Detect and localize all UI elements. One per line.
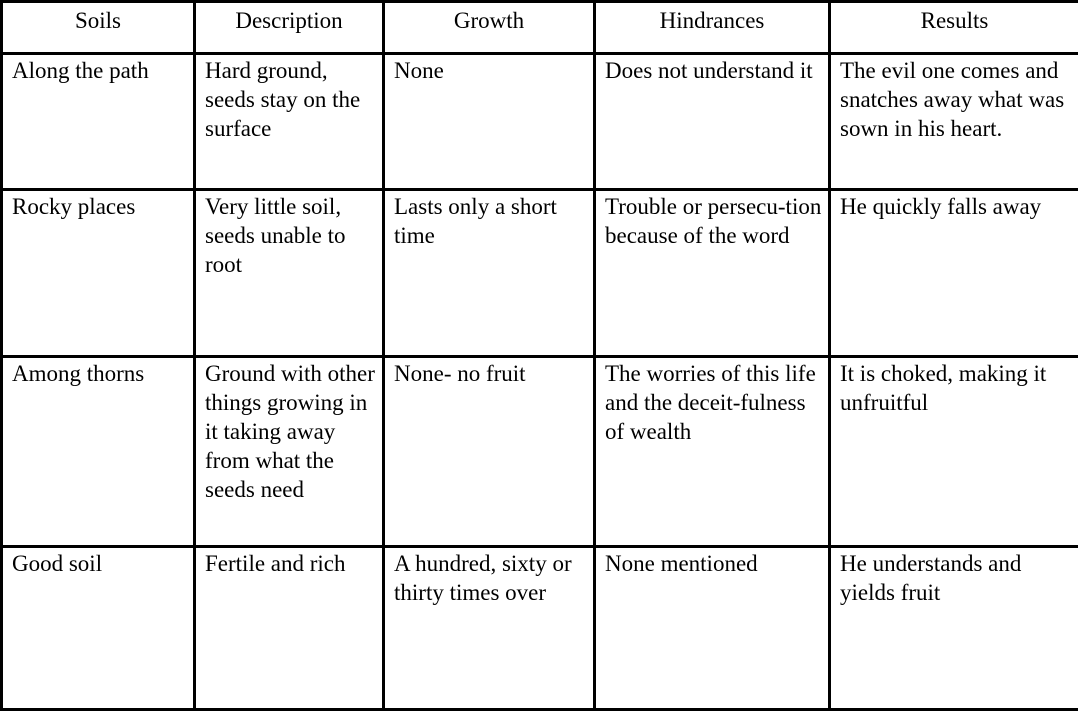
cell-text: The evil one comes and snatches away what was sown in his heart. — [840, 56, 1072, 143]
table-row — [2, 357, 1078, 547]
cell-description — [195, 54, 384, 190]
cell-text: Among thorns — [12, 359, 187, 388]
cell-text: Good soil — [12, 549, 187, 578]
cell-text: The worries of this life and the deceit-fulness of wealth — [605, 359, 822, 446]
cell-description — [195, 357, 384, 547]
cell-text: None mentioned — [605, 549, 822, 578]
cell-soil — [2, 54, 195, 190]
cell-text: Lasts only a short time — [394, 192, 587, 250]
cell-soil — [2, 357, 195, 547]
cell-growth — [384, 547, 595, 710]
table-row — [2, 547, 1078, 710]
header-hindrances: Hindrances — [595, 2, 830, 54]
cell-growth — [384, 190, 595, 357]
header-soils: Soils — [2, 2, 195, 54]
cell-hindrances — [595, 190, 830, 357]
cell-growth — [384, 357, 595, 547]
cell-text: Rocky places — [12, 192, 187, 221]
cell-text: Along the path — [12, 56, 187, 85]
cell-text: Trouble or persecu-tion because of the word — [605, 192, 822, 250]
cell-text: Very little soil, seeds unable to root — [205, 192, 376, 279]
cell-soil — [2, 547, 195, 710]
cell-text: A hundred, sixty or thirty times over — [394, 549, 587, 607]
cell-hindrances — [595, 357, 830, 547]
table-row — [2, 190, 1078, 357]
header-description: Description — [195, 2, 384, 54]
table-header-row — [2, 2, 1078, 54]
cell-description — [195, 190, 384, 357]
cell-results — [830, 357, 1078, 547]
cell-text: Does not understand it — [605, 56, 822, 85]
cell-text: He understands and yields fruit — [840, 549, 1072, 607]
header-results: Results — [830, 2, 1078, 54]
cell-results — [830, 190, 1078, 357]
cell-text: None — [394, 56, 587, 85]
cell-text: Fertile and rich — [205, 549, 376, 578]
cell-hindrances — [595, 547, 830, 710]
cell-growth — [384, 54, 595, 190]
cell-text: Ground with other things growing in it taking away from what the seeds need — [205, 359, 376, 504]
cell-soil — [2, 190, 195, 357]
cell-results — [830, 547, 1078, 710]
table-row — [2, 54, 1078, 190]
cell-text: He quickly falls away — [840, 192, 1072, 221]
cell-description — [195, 547, 384, 710]
cell-hindrances — [595, 54, 830, 190]
cell-results — [830, 54, 1078, 190]
cell-text: Hard ground, seeds stay on the surface — [205, 56, 376, 143]
cell-text: It is choked, making it unfruitful — [840, 359, 1072, 417]
cell-text: None- no fruit — [394, 359, 587, 388]
header-growth: Growth — [384, 2, 595, 54]
